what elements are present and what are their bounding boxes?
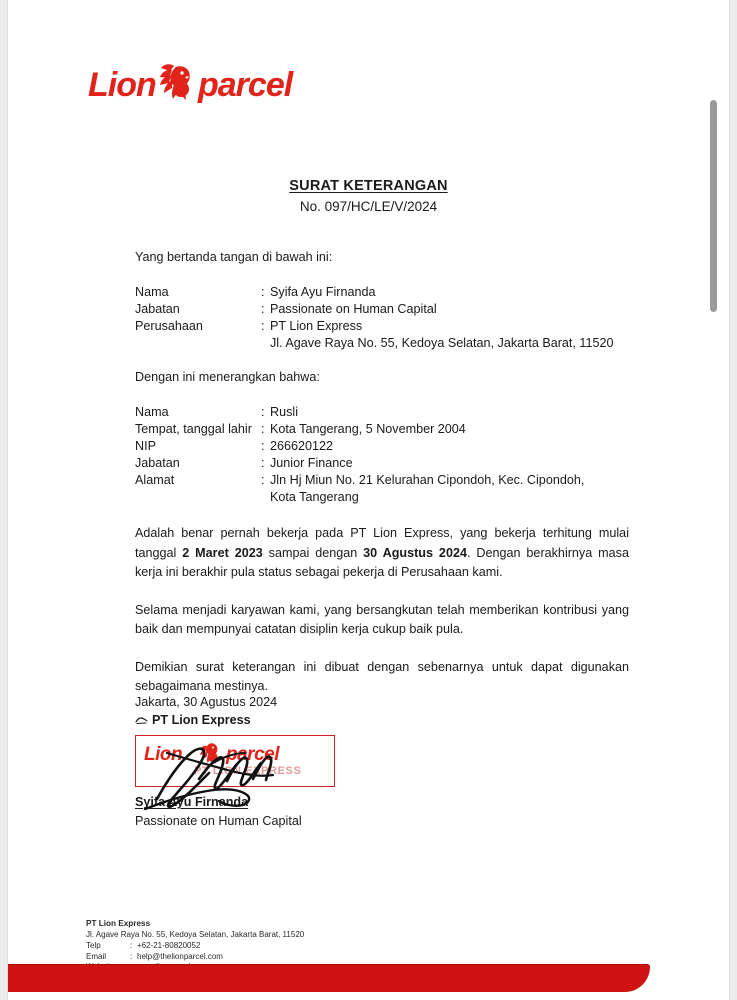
field-value: Syifa Ayu Firnanda — [270, 285, 376, 299]
field-label: Nama — [135, 405, 169, 419]
field-value: Junior Finance — [270, 456, 353, 470]
table-row — [86, 941, 223, 952]
stamp-lion-head-icon — [200, 743, 218, 764]
intro-line: Yang bertanda tangan di bawah ini: — [135, 250, 333, 264]
page-gutter-left — [0, 0, 8, 1000]
field-label-empty — [135, 335, 261, 352]
document-page — [8, 0, 729, 1000]
field-colon: : — [261, 422, 265, 436]
field-colon: : — [261, 285, 265, 299]
table-row — [135, 404, 629, 421]
body-paragraph-3: Demikian surat keterangan ini dibuat dengan sebenarnya untuk dapat digunakan sebagaimana mestinya. — [135, 659, 629, 693]
table-row — [135, 421, 629, 438]
para1-part3: . Dengan berakhirnya masa kerja ini berakhir pula status sebagai pekerja di Perusahaan kami. — [135, 545, 629, 579]
lion-head-icon — [160, 64, 190, 100]
footer-contact-label: Email — [86, 951, 107, 961]
footer-contact-value: help@thelionparcel.com — [137, 951, 223, 961]
field-value-continuation: Kota Tangerang — [270, 490, 359, 504]
svg-text:Lion: Lion — [88, 66, 156, 104]
page-gutter-right — [729, 0, 737, 1000]
table-row — [86, 952, 223, 963]
para1-part1: Adalah benar pernah bekerja pada PT Lion Express, yang bekerja terhitung mulai tanggal — [135, 526, 629, 560]
field-label: Perusahaan — [135, 319, 203, 333]
field-value: Rusli — [270, 405, 298, 419]
field-colon-empty — [261, 335, 270, 352]
field-value: Kota Tangerang, 5 November 2004 — [270, 422, 466, 436]
field-label: Jabatan — [135, 456, 180, 470]
footer-company-name: PT Lion Express — [86, 919, 151, 928]
document-body — [135, 249, 629, 697]
signer-details-table — [135, 284, 629, 352]
svg-text:parcel: parcel — [226, 744, 279, 765]
field-label: Alamat — [135, 473, 175, 487]
footer-contact-colon: : — [130, 951, 133, 961]
svg-text:parcel: parcel — [198, 66, 293, 104]
signer-name: Syifa Ayu Firnanda — [135, 795, 249, 809]
stamp-lion-parcel-logo-icon — [144, 740, 322, 766]
table-row — [135, 438, 629, 455]
field-value: PT Lion Express — [270, 319, 363, 333]
stamp-subtext: PT LION EXPRESS — [194, 765, 302, 777]
field-value-continuation: Jl. Agave Raya No. 55, Kedoya Selatan, Jakarta Barat, 11520 — [270, 336, 614, 350]
vertical-scrollbar-track[interactable] — [720, 0, 727, 1000]
svg-text:Lion: Lion — [144, 744, 183, 765]
field-colon: : — [261, 405, 265, 419]
footer-contact-label: Telp — [86, 941, 101, 950]
footer-contact-colon: : — [130, 941, 133, 950]
field-value: Jln Hj Miun No. 21 Kelurahan Cipondoh, Kec. Cipondoh, — [270, 473, 585, 487]
field-colon: : — [261, 473, 265, 487]
table-row — [135, 284, 629, 301]
footer-red-bar — [8, 964, 650, 992]
field-label: Nama — [135, 285, 169, 299]
field-label-empty — [135, 489, 261, 506]
body-paragraph-2: Selama menjadi karyawan kami, yang bersangkutan telah memberikan kontribusi yang baik dan mempunyai catatan disiplin kerja cukup baik pula. — [135, 602, 629, 636]
signature-flourish-icon — [135, 715, 148, 725]
spacer — [135, 352, 629, 369]
footer-address: Jl. Agave Raya No. 55, Kedoya Selatan, Jakarta Barat, 11520 — [86, 930, 305, 939]
company-letterhead-logo — [88, 58, 318, 110]
para1-part2: sampai dengan — [262, 545, 364, 560]
para1-bold-start-date: 2 Maret 2023 — [182, 545, 263, 560]
field-label: Jabatan — [135, 302, 180, 316]
para1-bold-end-date: 30 Agustus 2024 — [363, 545, 467, 560]
vertical-scrollbar-thumb[interactable] — [710, 100, 717, 312]
field-value: Passionate on Human Capital — [270, 302, 437, 316]
field-colon: : — [261, 302, 265, 316]
lion-parcel-logo-icon — [88, 58, 318, 110]
body-paragraph-1 — [135, 524, 629, 583]
signature-company-row — [135, 713, 465, 727]
field-label: NIP — [135, 439, 156, 453]
field-colon: : — [261, 439, 265, 453]
table-row — [135, 472, 629, 489]
field-value: 266620122 — [270, 439, 334, 453]
table-row — [135, 318, 629, 335]
field-colon: : — [261, 456, 265, 470]
field-label: Tempat, tanggal lahir — [135, 422, 252, 436]
page-title: SURAT KETERANGAN — [289, 178, 448, 194]
document-number: No. 097/HC/LE/V/2024 — [299, 199, 438, 214]
field-colon-empty — [261, 489, 270, 506]
signature-place-date: Jakarta, 30 Agustus 2024 — [135, 695, 278, 709]
table-row — [135, 301, 629, 318]
table-row — [135, 489, 629, 506]
document-title-block — [8, 178, 729, 214]
footer-contact-value: +62-21-80820052 — [137, 941, 201, 950]
stamp-border-box — [135, 735, 335, 787]
signature-company-name: PT Lion Express — [152, 713, 251, 727]
subject-details-table — [135, 404, 629, 506]
company-stamp — [135, 735, 335, 787]
spacer — [135, 506, 629, 524]
table-row — [135, 455, 629, 472]
subject-intro-line: Dengan ini menerangkan bahwa: — [135, 370, 320, 384]
field-colon: : — [261, 319, 265, 333]
table-row — [135, 335, 629, 352]
signature-block — [135, 694, 465, 830]
signer-role: Passionate on Human Capital — [135, 814, 302, 828]
